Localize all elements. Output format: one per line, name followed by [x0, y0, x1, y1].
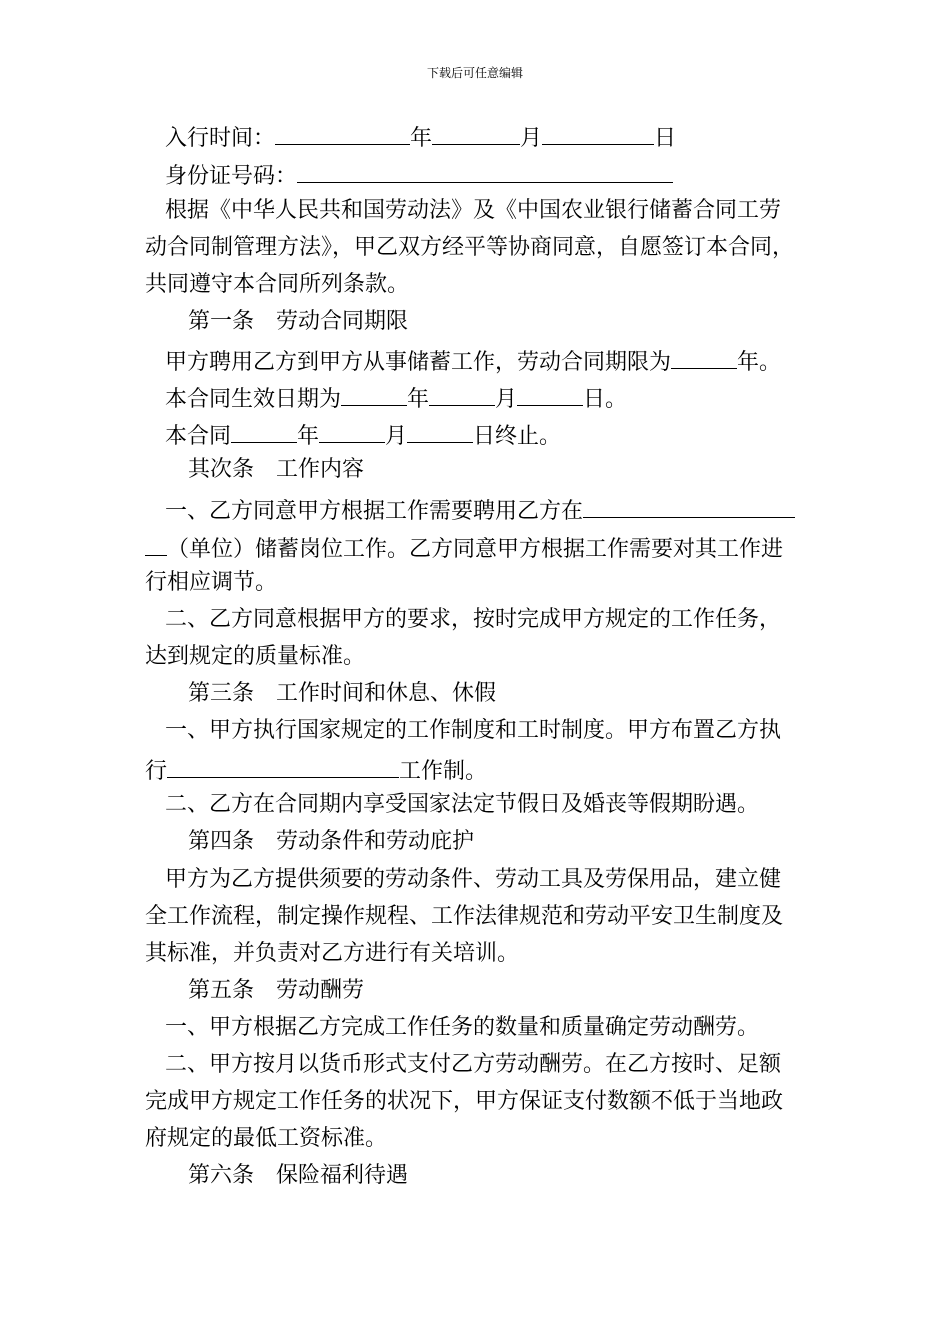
- work-content-line-2: [145, 531, 783, 565]
- article-2-title: 工作内容: [276, 457, 365, 482]
- termination-year-label: 年: [297, 424, 320, 449]
- article-3-heading: [188, 679, 496, 709]
- effective-month-blank[interactable]: [429, 381, 495, 406]
- termination-month-label: 月: [385, 424, 408, 449]
- work-task-line-2: 达到规定的质量标准。: [145, 644, 366, 669]
- contract-term-line: [165, 344, 781, 378]
- effective-day-label: 日。: [583, 387, 628, 412]
- work-system-unit: 工作制。: [399, 759, 488, 784]
- article-1-heading: [188, 307, 408, 337]
- termination-month-blank[interactable]: [319, 418, 385, 443]
- contract-term-text: 甲方聘用乙方到甲方从事储蓄工作，劳动合同期限为: [165, 350, 672, 375]
- article-5-number: 第五条: [188, 978, 255, 1003]
- entry-month-label: 月: [520, 126, 543, 151]
- page-header: 下载后可任意编辑: [426, 66, 523, 80]
- work-content-text-1: 一、乙方同意甲方根据工作需要聘用乙方在: [165, 499, 584, 524]
- article-1-number: 第一条: [188, 309, 255, 334]
- work-system-text: 行: [145, 759, 168, 784]
- id-number-label: 身份证号码：: [165, 164, 298, 189]
- work-content-line-3: 行相应调节。: [145, 570, 278, 595]
- entry-day-blank[interactable]: [542, 120, 654, 145]
- remuneration-line-1: 一、甲方根据乙方完成工作任务的数量和质量确定劳动酬劳。: [165, 1015, 760, 1040]
- intro-line-2: 动合同制管理方法》，甲乙双方经平等协商同意，自愿签订本合同，: [145, 235, 795, 260]
- id-number-line: [165, 158, 673, 192]
- termination-day-blank[interactable]: [407, 418, 473, 443]
- labor-conditions-line-3: 其标准，并负责对乙方进行有关培训。: [145, 941, 520, 966]
- labor-conditions-line-1: 甲方为乙方提供须要的劳动条件、劳动工具及劳保用品，建立健: [165, 867, 782, 892]
- remuneration-line-4: 府规定的最低工资标准。: [145, 1126, 388, 1151]
- contract-term-unit: 年。: [737, 350, 782, 375]
- effective-year-label: 年: [407, 387, 430, 412]
- entry-year-blank[interactable]: [275, 120, 410, 145]
- effective-date-line: [165, 381, 627, 415]
- article-6-number: 第六条: [188, 1163, 255, 1188]
- entry-time-label: 入行时间：: [165, 126, 276, 151]
- article-2-heading: [188, 455, 364, 485]
- entry-time-line: [165, 120, 676, 154]
- labor-conditions-line-2: 全工作流程，制定操作规程、工作法律规范和劳动平安卫生制度及: [145, 904, 784, 929]
- termination-day-label: 日终止。: [473, 424, 562, 449]
- effective-month-label: 月: [495, 387, 518, 412]
- effective-day-blank[interactable]: [517, 381, 583, 406]
- entry-day-label: 日: [654, 126, 677, 151]
- remuneration-line-3: 完成甲方规定工作任务的状况下，甲方保证支付数额不低于当地政: [145, 1089, 784, 1114]
- article-1-title: 劳动合同期限: [276, 309, 409, 334]
- article-5-heading: [188, 976, 364, 1006]
- remuneration-line-2: 二、甲方按月以货币形式支付乙方劳动酬劳。在乙方按时、足额: [165, 1052, 782, 1077]
- work-task-line-1: 二、乙方同意根据甲方的要求，按时完成甲方规定的工作任务，: [165, 607, 782, 632]
- contract-term-blank[interactable]: [671, 344, 737, 369]
- termination-date-line: [165, 418, 561, 452]
- article-6-heading: [188, 1161, 408, 1191]
- effective-year-blank[interactable]: [341, 381, 407, 406]
- termination-date-text: 本合同: [165, 424, 232, 449]
- work-content-line-1: [165, 493, 795, 527]
- work-unit-blank-cont[interactable]: [145, 531, 167, 556]
- article-4-title: 劳动条件和劳动庇护: [276, 829, 475, 854]
- article-3-title: 工作时间和休息、休假: [276, 681, 497, 706]
- intro-line-1: 根据《中华人民共和国劳动法》及《中国农业银行储蓄合同工劳: [165, 198, 782, 223]
- article-5-title: 劳动酬劳: [276, 978, 365, 1003]
- article-6-title: 保险福利待遇: [276, 1163, 409, 1188]
- intro-line-3: 共同遵守本合同所列条款。: [145, 272, 410, 297]
- id-number-blank[interactable]: [297, 158, 673, 183]
- work-system-line-1: 一、甲方执行国家规定的工作制度和工时制度。甲方布置乙方执: [165, 718, 782, 743]
- work-unit-blank[interactable]: [583, 493, 795, 518]
- work-content-text-2: （单位）储蓄岗位工作。乙方同意甲方根据工作需要对其工作进: [167, 537, 784, 562]
- work-system-line-2: [145, 753, 487, 787]
- article-4-number: 第四条: [188, 829, 255, 854]
- effective-date-text: 本合同生效日期为: [165, 387, 342, 412]
- work-system-blank[interactable]: [167, 753, 399, 778]
- article-4-heading: [188, 827, 474, 857]
- entry-month-blank[interactable]: [432, 120, 520, 145]
- article-2-number: 其次条: [188, 457, 255, 482]
- article-3-number: 第三条: [188, 681, 255, 706]
- holiday-line: 二、乙方在合同期内享受国家法定节假日及婚丧等假期盼遇。: [165, 792, 760, 817]
- termination-year-blank[interactable]: [231, 418, 297, 443]
- entry-year-label: 年: [410, 126, 433, 151]
